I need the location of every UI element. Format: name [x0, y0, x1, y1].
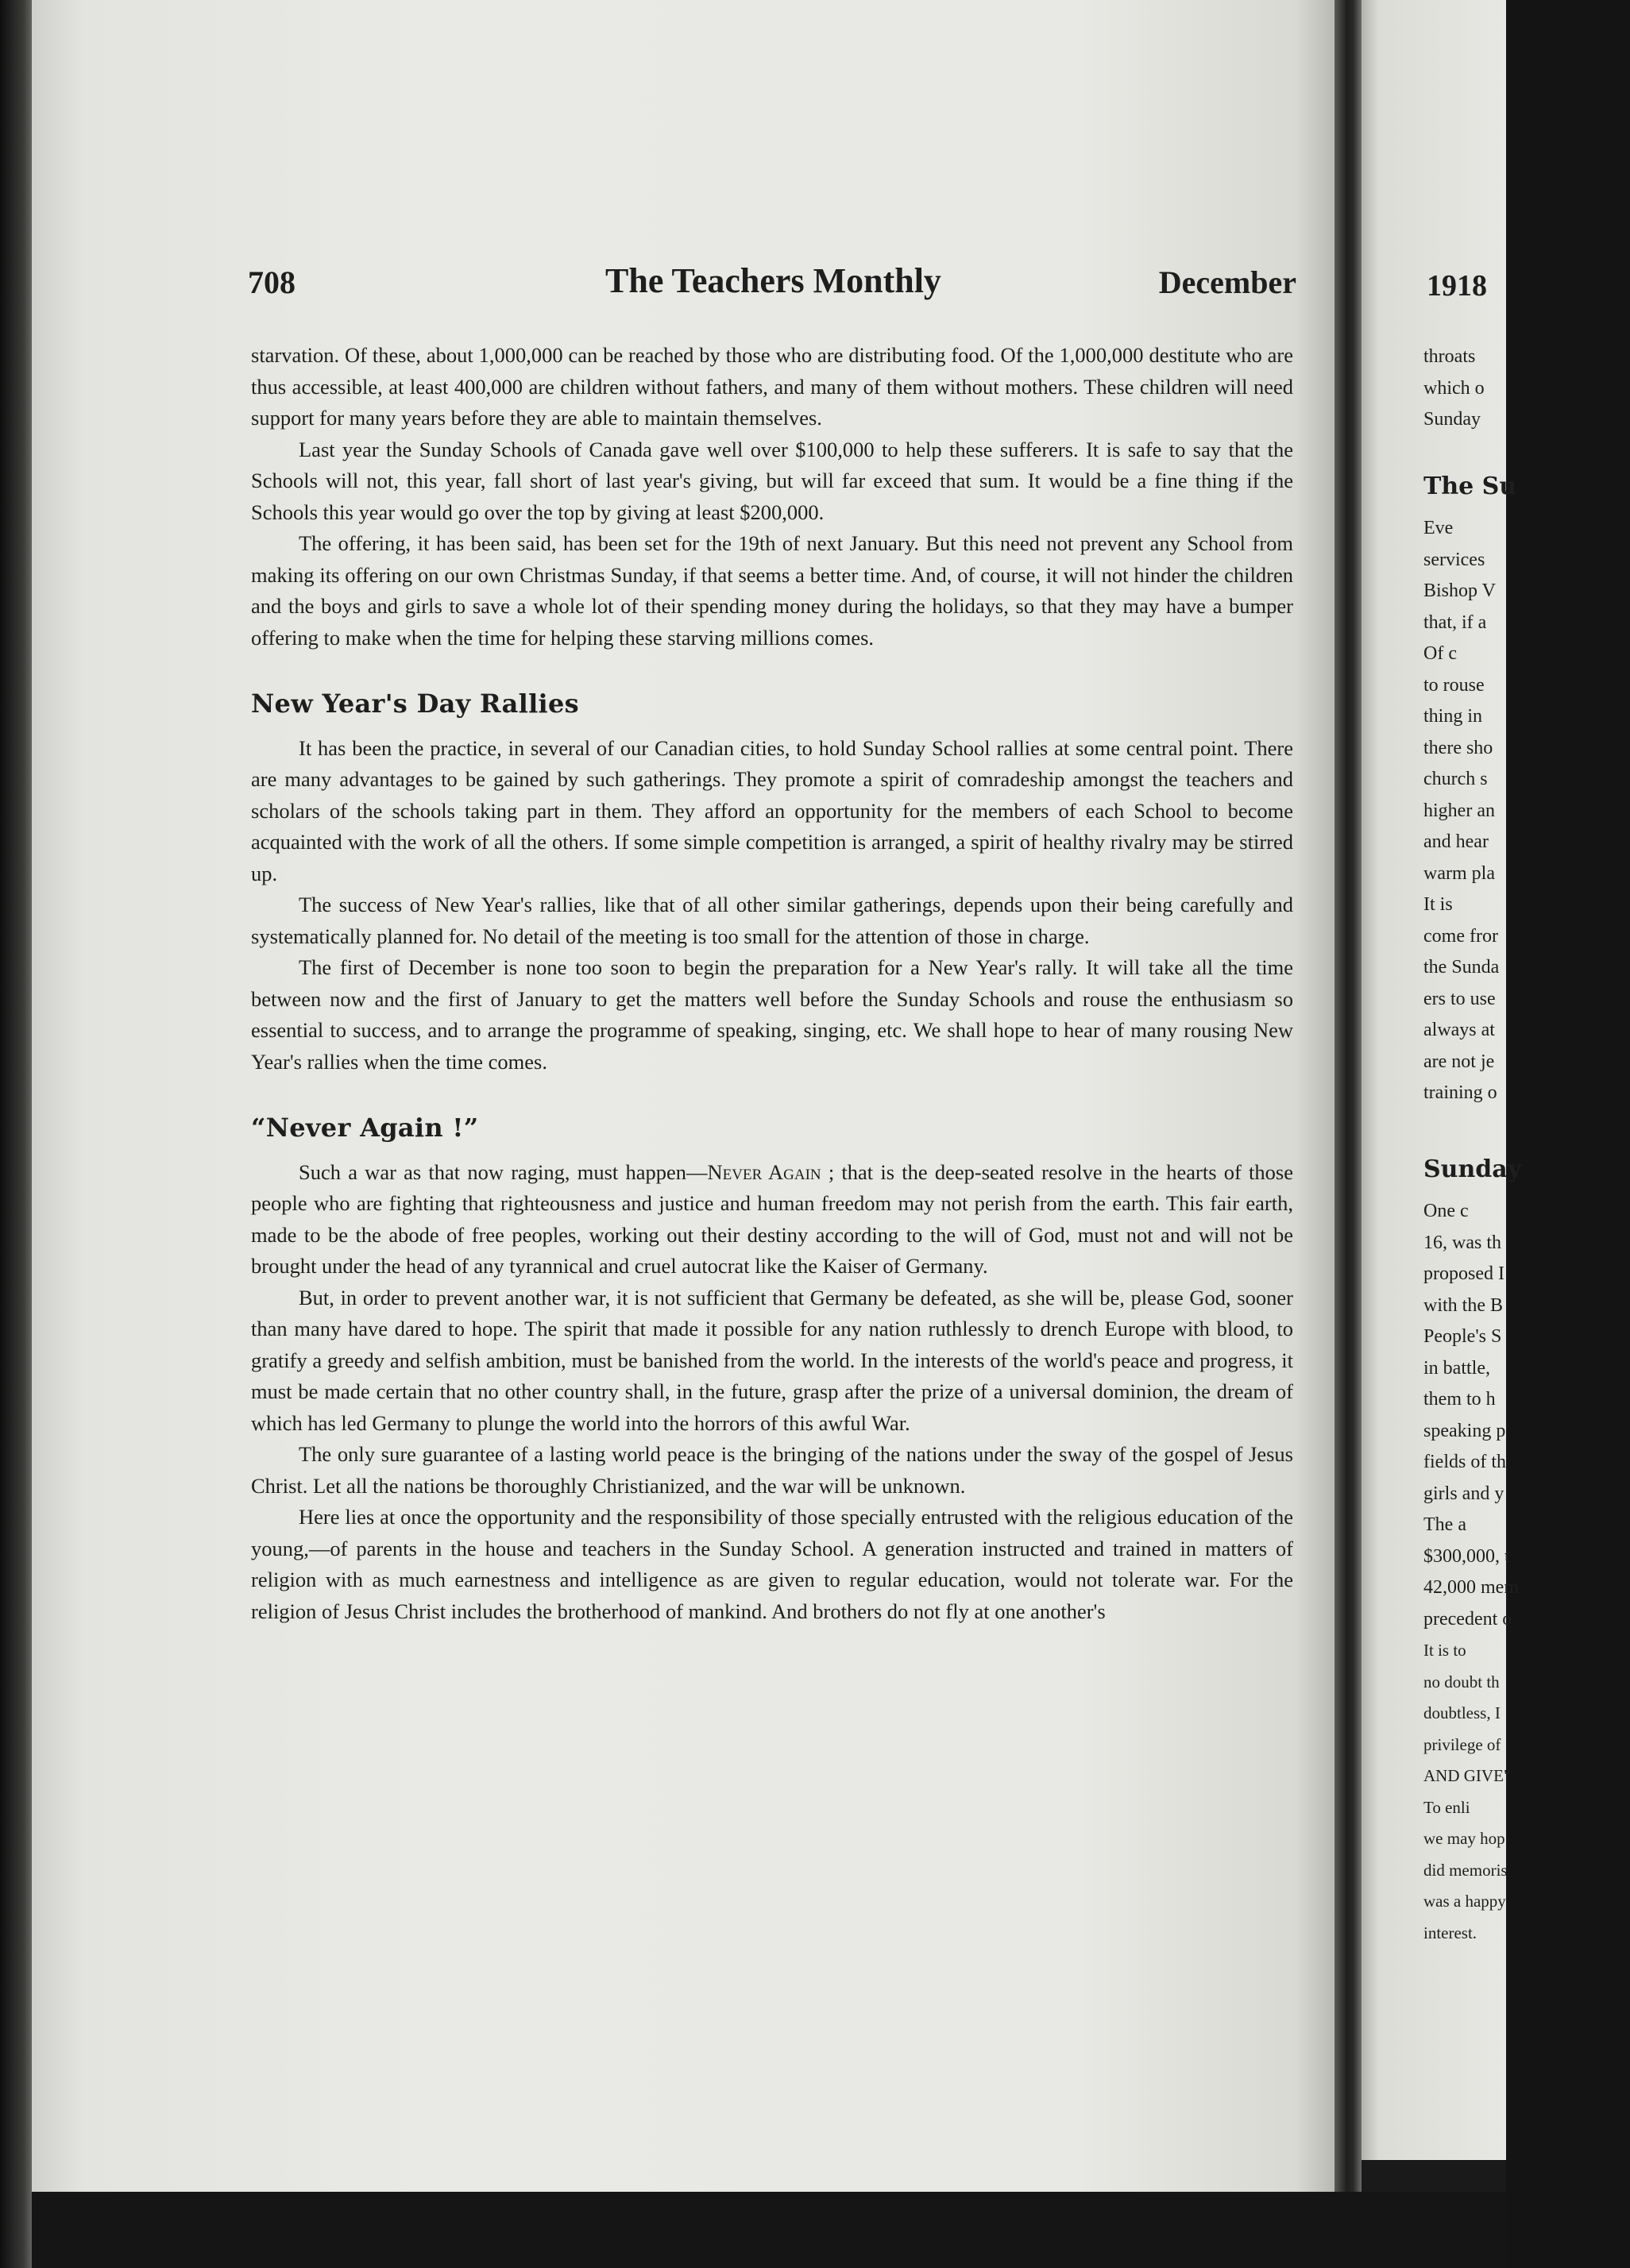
right-page-line: It is to	[1423, 1641, 1466, 1660]
right-page-line: 42,000 mem	[1423, 1577, 1519, 1598]
spacer	[1423, 502, 1630, 513]
right-page-line: Eve	[1423, 518, 1454, 538]
bottom-shadow	[32, 2192, 1506, 2268]
paragraph: Last year the Sunday Schools of Canada gave well over $100,000 to help these sufferers. It is safe to say that the Schools will not, this year, fall short of last year's giving, but will far exceed that sum. It would be a fine thing if the Schools this year would go over the top by giving at least $200,000.	[251, 437, 1293, 524]
spacer	[1423, 1185, 1630, 1196]
right-page-line: One c	[1423, 1201, 1469, 1221]
paragraph: The offering, it has been said, has been set for the 19th of next January. But this need not prevent any School from making its offering on our own Christmas Sunday, if that seems a better time. And, of course, it will not hinder the children and the boys and girls to save a whole lot of their spending money during the holidays, so that they may have a bumper offering to make when the time for helping these starving millions comes.	[251, 531, 1293, 650]
paragraph	[251, 1157, 1293, 1282]
right-page-line: them to h	[1423, 1389, 1496, 1410]
right-page-line: Bishop V	[1423, 580, 1496, 601]
paragraph: The success of New Year's rallies, like that of all other similar gatherings, depends upon their being carefully and systematically planned for. No detail of the meeting is too small for the attention of those in charge.	[251, 893, 1293, 948]
right-page-line: did memoris	[1423, 1860, 1508, 1880]
right-page-line: the Sunda	[1423, 957, 1500, 978]
section-heading-new-years-rallies: New Year's Day Rallies	[251, 688, 579, 719]
right-page-line: no doubt th	[1423, 1672, 1500, 1691]
right-page-line: come fror	[1423, 925, 1498, 947]
section-heading-never-again: “Never Again !”	[251, 1113, 479, 1143]
page-number: 708	[248, 264, 295, 300]
right-page-text	[1423, 341, 1630, 1949]
right-page-line: interest.	[1423, 1923, 1477, 1942]
right-page-line: warm pla	[1423, 862, 1495, 884]
right-page-fragment	[1362, 0, 1522, 2160]
text-run: ; that is the deep-seated resolve in the hearts of those people who are fighting that righteousness and justice and human freedom may not perish from the earth. This fair earth, made to be the abode of free peoples, working out their destiny according to the will of God, must not and will not be brought under the head of any tyrannical and cruel autocrat like the Kaiser of Germany.	[251, 1159, 1293, 1278]
right-page-line: are not je	[1423, 1051, 1495, 1072]
right-page-line: we may hop	[1423, 1829, 1505, 1848]
right-page-line: The a	[1423, 1514, 1466, 1535]
right-page-line: throats	[1423, 346, 1476, 367]
right-page-line: AND GIVE"	[1423, 1766, 1511, 1785]
right-page-line: fields of th	[1423, 1452, 1506, 1472]
book-gutter	[1335, 0, 1362, 2192]
right-page-heading: The Su	[1423, 472, 1517, 500]
right-page-number: 1918	[1427, 269, 1487, 303]
right-page-line: in battle,	[1423, 1357, 1490, 1379]
paragraph: The only sure guarantee of a lasting world peace is the bringing of the nations under the sway of the gospel of Jesus Christ. Let all the nations be thoroughly Christianized, and the war will be unknown.	[251, 1442, 1293, 1498]
right-page-line: It is	[1423, 894, 1453, 915]
right-page-line: there sho	[1423, 737, 1493, 758]
right-page-line: to rouse	[1423, 674, 1485, 696]
right-page-line: precedent o	[1423, 1608, 1512, 1630]
right-page-line: Sunday	[1423, 409, 1481, 430]
right-page-line: speaking p	[1423, 1420, 1506, 1441]
paragraph: Here lies at once the opportunity and the responsibility of those specially entrusted with the religious education of the young,—of parents in the house and teachers in the Sunday School. A generation instructed and trained in matters of religion with as much earnestness and intelligence as are given to regular education, would not tolerate war. For the religion of Jesus Christ includes the brotherhood of mankind. And brothers do not fly at one another's	[251, 1505, 1293, 1623]
right-page-heading: Sunday	[1423, 1155, 1522, 1183]
spacer	[1423, 1109, 1630, 1154]
right-page-line: with the B	[1423, 1294, 1503, 1316]
right-page-line: was a happy	[1423, 1892, 1506, 1911]
right-page-line: that, if a	[1423, 611, 1487, 633]
right-page-line: ers to use	[1423, 988, 1496, 1009]
right-page-line: girls and y	[1423, 1483, 1504, 1504]
book-edge-shadow	[0, 0, 33, 2268]
text-run: Such a war as that now raging, must happen—	[299, 1159, 708, 1184]
right-page-line: To enli	[1423, 1797, 1470, 1817]
right-page-line: services	[1423, 549, 1485, 570]
right-page-line: $300,000, t	[1423, 1545, 1510, 1567]
right-page-line: 16, was th	[1423, 1232, 1501, 1253]
right-page-line: doubtless, I	[1423, 1703, 1501, 1722]
right-page-line: which o	[1423, 377, 1485, 399]
right-page-line: privilege of	[1423, 1734, 1501, 1754]
right-page-line: training o	[1423, 1082, 1497, 1103]
right-page-line: always at	[1423, 1020, 1495, 1040]
paragraph: The first of December is none too soon to begin the preparation for a New Year's rally. It will take all the time between now and the first of January to get the matters well before the Sunday Schools and rouse the enthusiasm so essential to success, and to arrange the programme of speaking, singing, etc. We shall hope to hear of many rousing New Year's rallies when the time comes.	[251, 955, 1293, 1074]
right-page-line: proposed I	[1423, 1263, 1504, 1284]
small-caps-phrase: Never Again	[707, 1159, 821, 1184]
paragraph: But, in order to prevent another war, it is not sufficient that Germany be defeated, as she will be, please God, sooner than many have dared to hope. The spirit that made it possible for any nation ruthlessly to drench Europe with blood, to gratify a greedy and selfish ambition, must be banished from the world. In the interests of the world's peace and progress, it must be made certain that no other country shall, in the future, grasp after the prize of a universal dominion, the dream of which has led Germany to plunge the world into the horrors of this awful War.	[251, 1285, 1293, 1435]
right-page-line: People's S	[1423, 1326, 1502, 1347]
right-page-line: Of c	[1423, 643, 1457, 664]
right-page-line: and hear	[1423, 831, 1489, 852]
article-body	[251, 340, 1293, 1627]
right-page-line: thing in	[1423, 706, 1483, 727]
opening-paragraph: starvation. Of these, about 1,000,000 can be reached by those who are distributing food. Of the 1,000,000 destitute who are thus accessible, at least 400,000 are children without fathers, and many of them without mothers. These children will need support for many years before they are able to maintain themselves.	[251, 343, 1293, 430]
right-page-line: higher an	[1423, 800, 1495, 821]
journal-title: The Teachers Monthly	[605, 261, 941, 300]
paragraph: It has been the practice, in several of our Canadian cities, to hold Sunday School rallies at some central point. There are many advantages to be gained by such gatherings. They promote a spirit of comradeship amongst the teachers and scholars of the schools taking part in them. They afford an opportunity for the members of each School to become acquainted with the work of all the others. If some simple competition is arranged, a spirit of healthy rivalry may be stirred up.	[251, 735, 1293, 885]
issue-month: December	[1158, 264, 1296, 300]
spacer	[1423, 436, 1630, 471]
page-header	[248, 261, 1296, 311]
right-page-line: church s	[1423, 769, 1488, 789]
